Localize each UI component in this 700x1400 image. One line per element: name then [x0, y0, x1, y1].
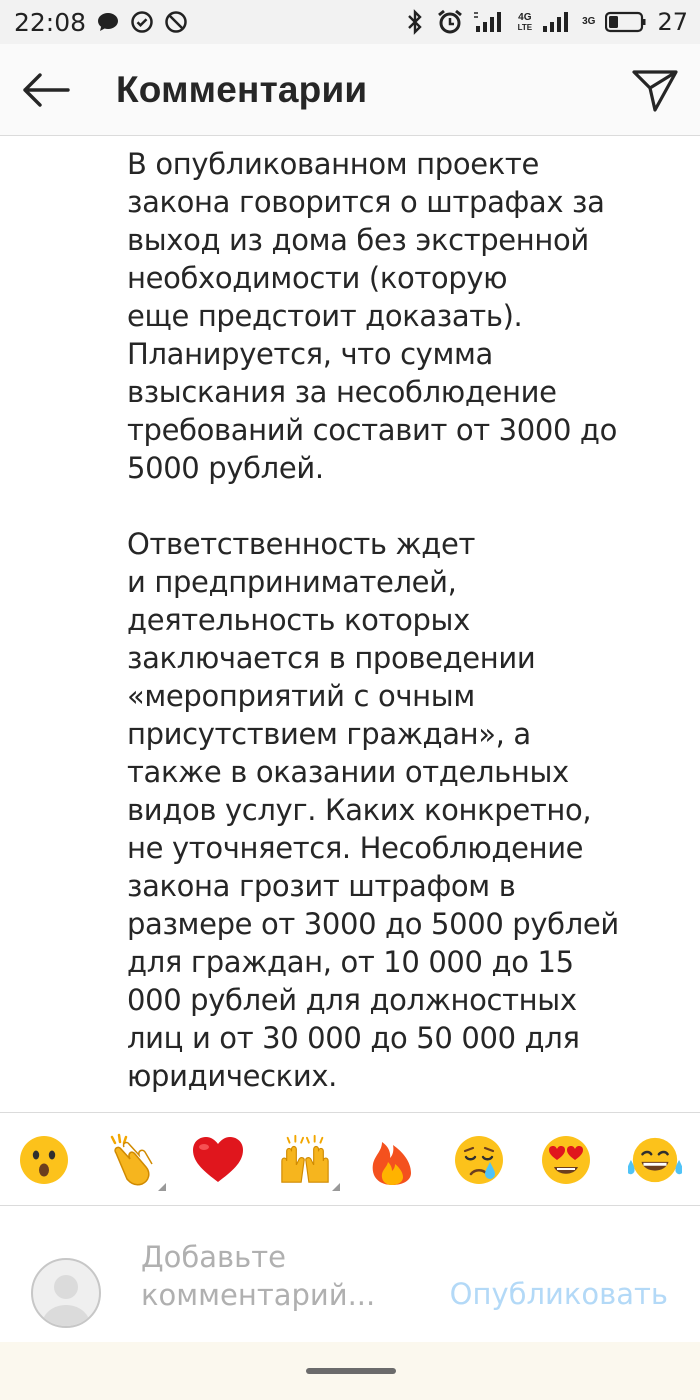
comment-text — [127, 145, 677, 1095]
comment-composer — [0, 1207, 700, 1342]
status-right — [404, 8, 688, 36]
avatar — [31, 1258, 101, 1328]
status-time: 22:08 — [14, 7, 87, 37]
fire-emoji[interactable] — [365, 1133, 419, 1187]
status-bar — [0, 0, 700, 44]
network-label-lte: LTE — [517, 22, 533, 32]
page-title: Комментарии — [116, 68, 368, 110]
alarm-icon — [436, 8, 464, 36]
text-line: требований составит от 3000 до — [127, 413, 618, 447]
text-line: закона говорится о штрафах за — [127, 185, 605, 219]
text-line: «мероприятий с очным — [127, 679, 475, 713]
emoji-bar — [0, 1112, 700, 1206]
paragraph — [127, 525, 677, 1095]
send-icon — [631, 69, 679, 113]
text-line: необходимости (которую — [127, 261, 508, 295]
network-type-3g — [582, 17, 595, 27]
text-line: выход из дома без экстренной — [127, 223, 589, 257]
text-line: заключается в проведении — [127, 641, 536, 675]
bluetooth-icon — [404, 9, 426, 35]
heart-eyes-emoji[interactable] — [539, 1133, 593, 1187]
system-nav-bar — [0, 1342, 700, 1400]
header — [0, 44, 700, 136]
emoji-variants-indicator — [332, 1183, 340, 1191]
raising-hands-emoji[interactable] — [278, 1133, 332, 1187]
text-line: видов услуг. Каких конкретно, — [127, 793, 592, 827]
text-line: В опубликованном проекте — [127, 147, 539, 181]
check-circle-icon — [130, 10, 154, 34]
text-line: юридических. — [127, 1059, 338, 1093]
text-line: не уточняется. Несоблюдение — [127, 831, 584, 865]
text-line: размере от 3000 до 5000 рублей — [127, 907, 619, 941]
text-line: закона грозит штрафом в — [127, 869, 516, 903]
user-silhouette-icon — [33, 1260, 101, 1328]
surprised-face-emoji[interactable] — [17, 1133, 71, 1187]
network-type-4g — [518, 13, 533, 32]
text-line: и предпринимателей, — [127, 565, 457, 599]
text-line: лиц и от 30 000 до 50 000 для — [127, 1021, 580, 1055]
text-line: также в оказании отдельных — [127, 755, 569, 789]
status-left — [14, 8, 188, 37]
comment-input[interactable] — [141, 1238, 375, 1314]
text-line: Планируется, что сумма — [127, 337, 493, 371]
home-gesture-bar[interactable] — [306, 1368, 396, 1374]
battery-icon — [605, 10, 647, 34]
signal-icon — [474, 10, 508, 34]
text-line: 5000 рублей. — [127, 451, 324, 485]
text-line: деятельность которых — [127, 603, 470, 637]
do-not-disturb-icon — [164, 10, 188, 34]
paragraph — [127, 145, 677, 487]
crying-face-emoji[interactable] — [452, 1133, 506, 1187]
arrow-left-icon — [21, 73, 71, 107]
text-line: для граждан, от 10 000 до 15 — [127, 945, 574, 979]
tears-of-joy-emoji[interactable] — [628, 1133, 682, 1187]
comment-placeholder-line2: комментарий... — [141, 1278, 376, 1312]
text-line: взыскания за несоблюдение — [127, 375, 557, 409]
text-line: еще предстоит доказать). — [127, 299, 523, 333]
back-button[interactable] — [0, 44, 92, 136]
message-icon — [96, 10, 120, 34]
comment-placeholder-line1: Добавьте — [141, 1240, 286, 1274]
battery-percent: 27 — [657, 8, 688, 36]
network-label-3g: 3G — [582, 16, 596, 27]
text-line: Ответственность ждет — [127, 527, 476, 561]
publish-button[interactable]: Опубликовать — [449, 1277, 668, 1311]
emoji-variants-indicator — [158, 1183, 166, 1191]
network-label-4g: 4G — [518, 11, 532, 23]
send-button[interactable] — [630, 66, 680, 116]
text-line: присутствием граждан», а — [127, 717, 531, 751]
red-heart-emoji[interactable] — [191, 1133, 245, 1187]
clapping-hands-emoji[interactable] — [104, 1133, 158, 1187]
text-line: 000 рублей для должностных — [127, 983, 577, 1017]
signal-icon — [542, 10, 572, 34]
